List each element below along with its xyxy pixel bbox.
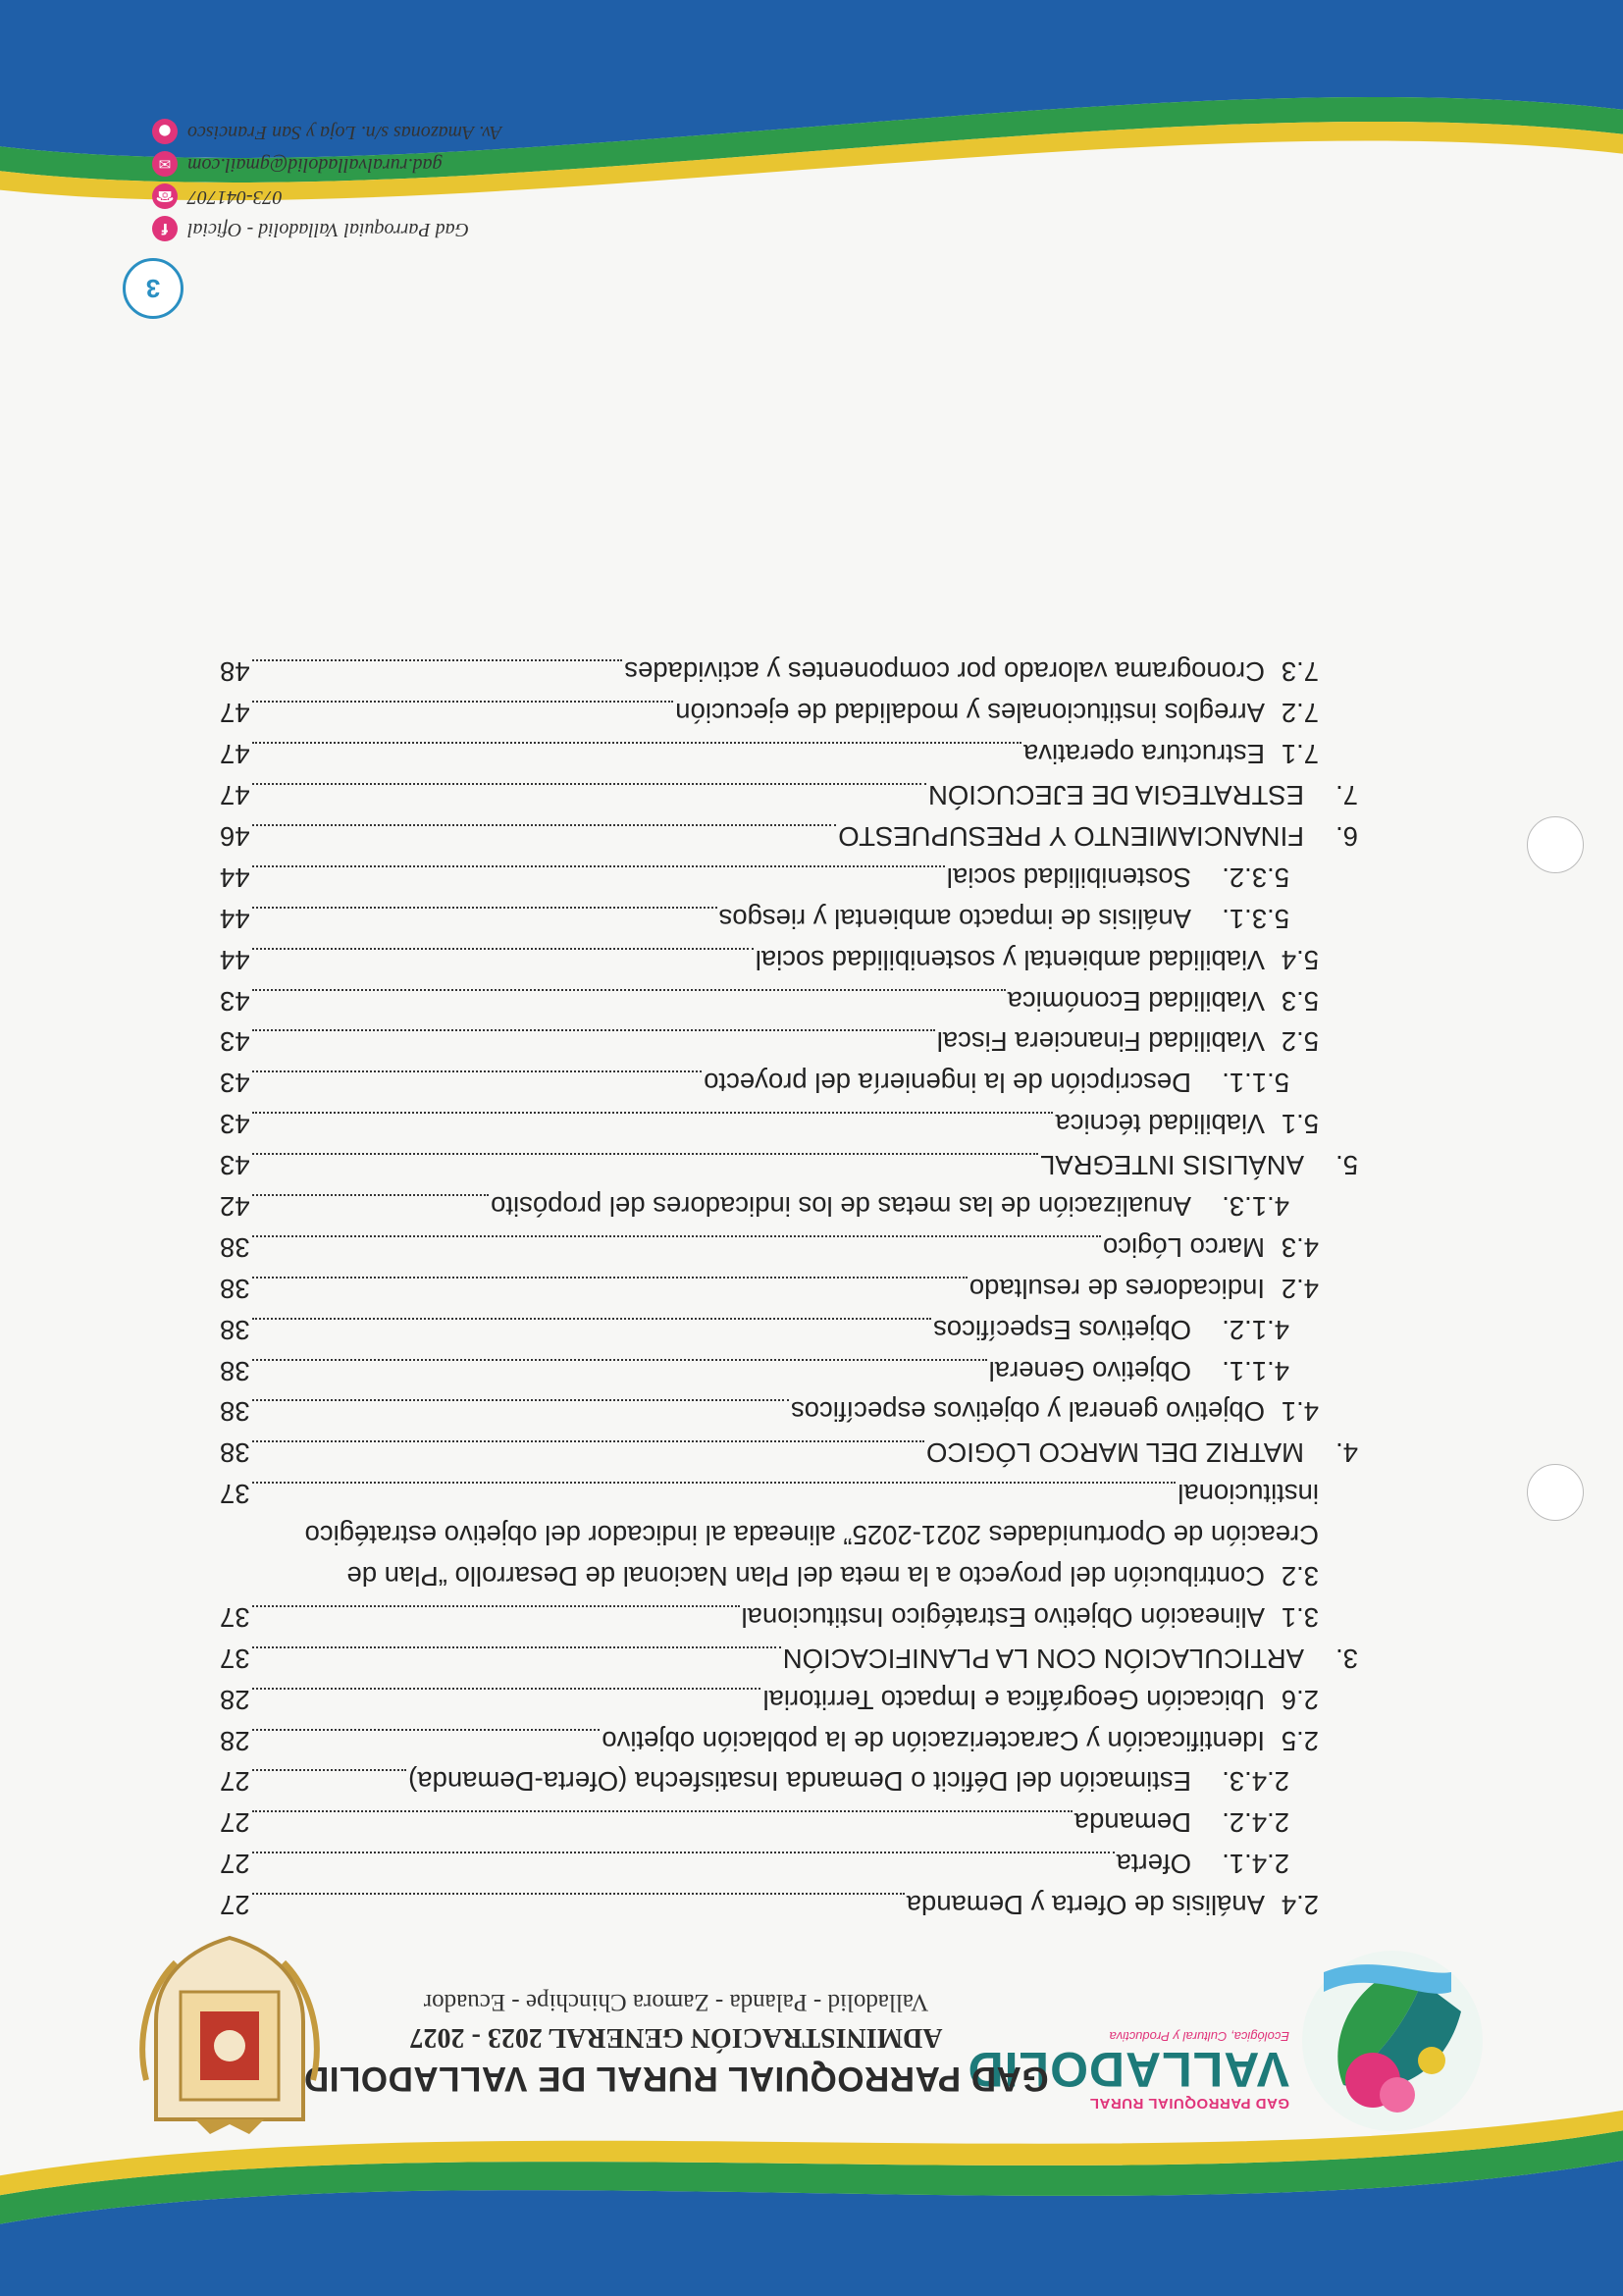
toc-entry [220, 1229, 1319, 1271]
toc-leader-dots [252, 1769, 407, 1772]
toc-entry [220, 1763, 1319, 1804]
toc-entry [220, 736, 1319, 777]
email-text: gad.ruralvalladolid@gmail.com [187, 154, 443, 176]
toc-leader-dots [252, 1810, 1073, 1813]
address-text: Av. Amazonas s/n. Loja y San Francisco [187, 122, 502, 143]
toc-entry [220, 1271, 1319, 1312]
toc-entry [220, 860, 1319, 901]
toc-page-number: 37 [220, 1479, 250, 1510]
toc-number: 2.4.2. [1222, 1807, 1289, 1839]
toc-leader-dots [252, 865, 945, 868]
toc-page-number: 43 [220, 985, 250, 1017]
toc-title: Objetivo General [988, 1355, 1191, 1386]
toc-number: 5.1 [1281, 1109, 1319, 1140]
toc-page-number: 27 [220, 1807, 250, 1839]
toc-leader-dots [252, 907, 717, 910]
binder-hole [1527, 816, 1584, 873]
toc-number: 6. [1335, 820, 1358, 852]
toc-number: 7.3 [1281, 656, 1319, 688]
toc-leader-dots [252, 742, 1021, 745]
phone-text: 073-041707 [187, 186, 283, 208]
table-of-contents [220, 653, 1358, 1928]
toc-number: 4.1.2. [1222, 1314, 1289, 1345]
toc-number: 4.2 [1281, 1273, 1319, 1304]
toc-entry [220, 777, 1358, 818]
valladolid-coat-of-arms [136, 1933, 323, 2139]
toc-number: 2.6 [1281, 1684, 1319, 1715]
contact-info [152, 116, 741, 245]
toc-entry-line [220, 1476, 1319, 1517]
toc-page-number: 47 [220, 780, 250, 811]
toc-leader-dots [252, 1893, 905, 1896]
page-number: 3 [145, 274, 161, 304]
toc-title: Viabilidad ambiental y sostenibilidad social [755, 944, 1265, 975]
toc-entry [220, 1804, 1319, 1846]
toc-title: Análisis de impacto ambiental y riesgos [718, 903, 1191, 934]
location-pin-icon: ● [152, 120, 178, 145]
toc-page-number: 44 [220, 903, 250, 934]
toc-number: 5.1.1. [1222, 1068, 1289, 1099]
toc-number: 7.1 [1281, 739, 1319, 770]
toc-leader-dots [252, 824, 837, 827]
phone-icon: ☎ [152, 184, 178, 210]
toc-leader-dots [252, 1359, 987, 1362]
toc-page-number: 44 [220, 861, 250, 893]
toc-number: 7. [1335, 780, 1358, 811]
toc-page-number: 43 [220, 1109, 250, 1140]
toc-leader-dots [252, 1318, 932, 1321]
toc-page-number: 38 [220, 1231, 250, 1263]
administration-period: ADMINISTRACIÓN GENERAL 2023 - 2027 [409, 2022, 943, 2053]
toc-title: MATRIZ DEL MARCO LÓGICO [925, 1437, 1304, 1469]
toc-title: Descripción de la ingeniería del proyecto [704, 1068, 1191, 1099]
organization-location: Valladolid - Palanda - Zamora Chinchipe - Ecuador [423, 1989, 929, 2015]
email-icon: ✉ [152, 152, 178, 178]
toc-entry [220, 1641, 1358, 1682]
toc-title: Cronograma valorado por componentes y actividades [624, 656, 1265, 688]
toc-title: Objetivos Específicos [933, 1314, 1191, 1345]
toc-title: Alineación Objetivo Estratégico Institucional [741, 1601, 1265, 1633]
toc-leader-dots [252, 1112, 1054, 1115]
toc-page-number: 37 [220, 1643, 250, 1674]
toc-entry [220, 1188, 1319, 1229]
toc-page-number: 38 [220, 1355, 250, 1386]
toc-entry [220, 1312, 1319, 1353]
toc-leader-dots [252, 1852, 1115, 1854]
organization-title-block [303, 1988, 1049, 2098]
toc-entry [220, 1393, 1319, 1435]
toc-title: Objetivo general y objetivos específicos [790, 1396, 1265, 1428]
toc-entry [220, 1599, 1319, 1641]
toc-page-number: 27 [220, 1849, 250, 1880]
toc-number: 4.1.3. [1222, 1190, 1289, 1222]
toc-number: 5. [1335, 1150, 1358, 1181]
toc-page-number: 28 [220, 1725, 250, 1756]
contact-facebook [152, 213, 741, 245]
toc-number: 4.1 [1281, 1396, 1319, 1428]
toc-page-number: 38 [220, 1396, 250, 1428]
toc-leader-dots [252, 1482, 1177, 1485]
toc-title: Oferta [1116, 1849, 1191, 1880]
toc-page-number: 38 [220, 1314, 250, 1345]
toc-number: 5.3.1. [1222, 903, 1289, 934]
toc-number: 5.2 [1281, 1026, 1319, 1058]
toc-title: Marco Lógico [1102, 1231, 1265, 1263]
toc-number: 4.3 [1281, 1231, 1319, 1263]
toc-title: Demanda [1073, 1807, 1191, 1839]
toc-leader-dots [252, 1729, 601, 1732]
toc-leader-dots [252, 1153, 1038, 1156]
toc-title: ESTRATEGIA DE EJECUCIÓN [927, 780, 1304, 811]
facebook-text: Gad Parroquial Valladolid - Oficial [187, 219, 470, 240]
toc-leader-dots [252, 989, 1006, 992]
toc-number: 5.3.2. [1222, 861, 1289, 893]
toc-number: 3.2 [1281, 1560, 1319, 1592]
toc-entry [220, 1887, 1319, 1928]
brand-tagline-top: GAD PARROQUIAL RURAL [1089, 2095, 1289, 2112]
toc-entry [220, 901, 1319, 942]
page-number-badge [123, 258, 183, 319]
brand-tagline-bottom: Ecológica, Cultural y Productiva [1109, 2029, 1289, 2044]
brand-block [967, 2029, 1289, 2112]
toc-title: Viabilidad Económica [1007, 985, 1265, 1017]
toc-entry [220, 1723, 1319, 1764]
toc-entry [220, 1106, 1319, 1147]
binder-hole [1527, 1464, 1584, 1521]
toc-leader-dots [252, 1688, 761, 1691]
toc-number: 2.4 [1281, 1890, 1319, 1921]
toc-title: Viabilidad Financiera Fiscal [936, 1026, 1265, 1058]
page-header [136, 1913, 1491, 2139]
toc-number: 2.4.3. [1222, 1766, 1289, 1798]
toc-page-number: 38 [220, 1273, 250, 1304]
toc-title: Indicadores de resultado [969, 1273, 1265, 1304]
toc-number: 5.3 [1281, 985, 1319, 1017]
toc-title: ARTICULACIÓN CON LA PLANIFICACIÓN [782, 1643, 1304, 1674]
toc-page-number: 43 [220, 1068, 250, 1099]
toc-entry [220, 1846, 1319, 1887]
toc-entry [220, 1435, 1358, 1476]
toc-title: ANÁLISIS INTEGRAL [1040, 1150, 1304, 1181]
toc-page-number: 27 [220, 1890, 250, 1921]
valladolid-emblem-logo [1294, 1943, 1491, 2139]
toc-page-number: 47 [220, 739, 250, 770]
toc-page-number: 38 [220, 1437, 250, 1469]
brand-name: VALLADOLID [967, 2042, 1289, 2097]
toc-number: 3.1 [1281, 1601, 1319, 1633]
toc-entry [220, 983, 1319, 1024]
toc-leader-dots [252, 783, 926, 786]
toc-entry [220, 1476, 1319, 1599]
toc-leader-dots [252, 1235, 1101, 1238]
contact-address [152, 116, 741, 148]
toc-entry [220, 1023, 1319, 1065]
toc-title: Viabilidad técnica [1055, 1109, 1265, 1140]
toc-page-number: 48 [220, 656, 250, 688]
toc-page-number: 47 [220, 698, 250, 729]
toc-entry [220, 1065, 1319, 1106]
toc-leader-dots [252, 1399, 789, 1402]
toc-title: Contribución del proyecto a la meta del Plan Nacional de Desarrollo “Plan de [346, 1560, 1265, 1592]
toc-entry [220, 818, 1358, 860]
toc-number: 2.5 [1281, 1725, 1319, 1756]
toc-page-number: 43 [220, 1026, 250, 1058]
toc-page-number: 46 [220, 820, 250, 852]
toc-entry [220, 942, 1319, 983]
contact-phone [152, 181, 741, 213]
toc-leader-dots [252, 1440, 924, 1443]
toc-entry [220, 695, 1319, 736]
facebook-icon: f [152, 217, 178, 242]
toc-number: 2.4.1. [1222, 1849, 1289, 1880]
toc-page-number: 42 [220, 1190, 250, 1222]
toc-leader-dots [252, 1194, 490, 1197]
toc-page-number: 43 [220, 1150, 250, 1181]
toc-title: Estimación del Déficit o Demanda Insatisfecha (Oferta-Demanda) [408, 1766, 1191, 1798]
toc-entry [220, 653, 1319, 695]
toc-title: Ubicación Geográfica e Impacto Territorial [762, 1684, 1265, 1715]
toc-entry-line [220, 1558, 1319, 1599]
toc-page-number: 44 [220, 944, 250, 975]
toc-number: 4.1.1. [1222, 1355, 1289, 1386]
toc-title: Análisis de Oferta y Demanda [906, 1890, 1265, 1921]
toc-title: Identificación y Caracterización de la población objetivo [602, 1725, 1265, 1756]
toc-title-continued: institucional [1178, 1479, 1319, 1510]
toc-number: 5.4 [1281, 944, 1319, 975]
toc-title: Arreglos institucionales y modalidad de ejecución [675, 698, 1265, 729]
toc-leader-dots [252, 948, 754, 951]
toc-leader-dots [252, 1070, 703, 1073]
toc-title-continued: Creación de Oportunidades 2021-2025” alineada al indicador del objetivo estratégico [304, 1520, 1319, 1551]
toc-page-number: 28 [220, 1684, 250, 1715]
toc-number: 7.2 [1281, 698, 1319, 729]
toc-leader-dots [252, 1029, 935, 1032]
toc-title: Anualización de las metas de los indicadores del propósito [491, 1190, 1191, 1222]
toc-leader-dots [252, 1605, 740, 1608]
toc-entry-line [220, 1517, 1319, 1558]
toc-page-number: 37 [220, 1601, 250, 1633]
toc-leader-dots [252, 659, 623, 662]
toc-entry [220, 1147, 1358, 1188]
toc-title: FINANCIAMIENTO Y PRESUPUESTO [838, 820, 1304, 852]
toc-page-number: 27 [220, 1766, 250, 1798]
organization-name: GAD PARROQUIAL RURAL DE VALLADOLID [303, 2060, 1049, 2098]
toc-number: 4. [1335, 1437, 1358, 1469]
toc-leader-dots [252, 701, 674, 704]
toc-entry [220, 1682, 1319, 1723]
toc-entry [220, 1353, 1319, 1394]
toc-title: Sostenibilidad social [946, 861, 1191, 893]
toc-title: Estructura operativa [1022, 739, 1265, 770]
toc-leader-dots [252, 1646, 781, 1649]
contact-email [152, 148, 741, 181]
toc-leader-dots [252, 1277, 968, 1279]
toc-number: 3. [1335, 1643, 1358, 1674]
